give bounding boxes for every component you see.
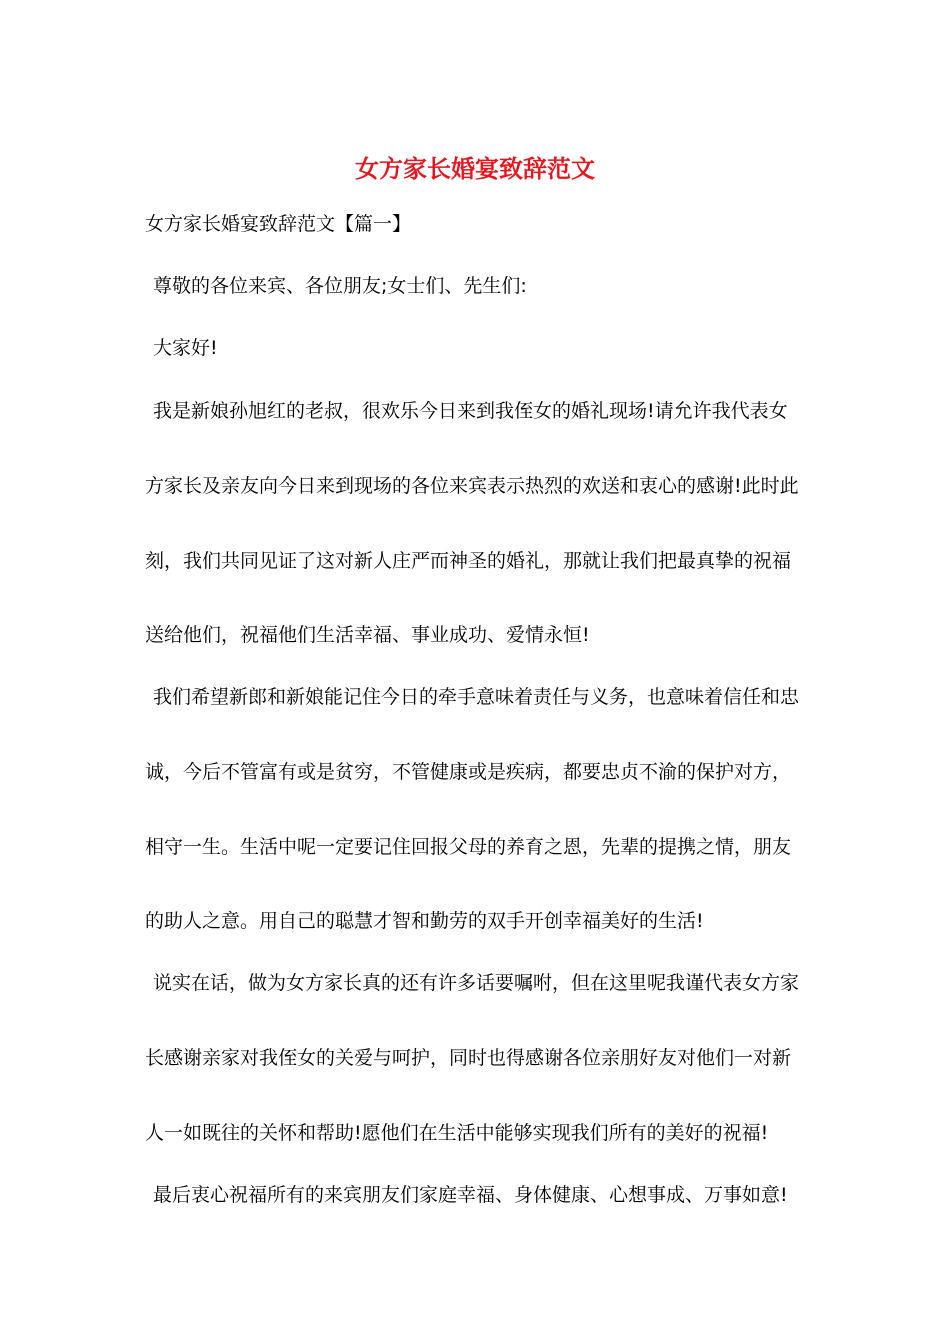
paragraph-line: 人一如既往的关怀和帮助!愿他们在生活中能够实现我们所有的美好的祝福! bbox=[145, 1122, 769, 1144]
paragraph-line: 送给他们，祝福他们生活幸福、事业成功、爱情永恒! bbox=[145, 624, 590, 646]
document-title: 女方家长婚宴致辞范文 bbox=[355, 154, 595, 183]
paragraph-line: 相守一生。生活中呢一定要记住回报父母的养育之恩，先辈的提携之情，朋友 bbox=[145, 836, 792, 858]
section-heading: 女方家长婚宴致辞范文【篇一】 bbox=[145, 213, 412, 235]
paragraph-line: 诚，今后不管富有或是贫穷，不管健康或是疾病，都要忠贞不渝的保护对方， bbox=[145, 761, 792, 783]
paragraph-line: 的助人之意。用自己的聪慧才智和勤劳的双手开创幸福美好的生活! bbox=[145, 910, 704, 932]
paragraph-line: 最后衷心祝福所有的来宾朋友们家庭幸福、身体健康、心想事成、万事如意! bbox=[153, 1184, 788, 1206]
paragraph-line: 长感谢亲家对我侄女的关爱与呵护，同时也得感谢各位亲朋好友对他们一对新 bbox=[145, 1047, 792, 1069]
paragraph-line: 我们希望新郎和新娘能记住今日的牵手意味着责任与义务，也意味着信任和忠 bbox=[153, 686, 800, 708]
paragraph-line: 说实在话，做为女方家长真的还有许多话要嘱咐，但在这里呢我谨代表女方家 bbox=[153, 972, 800, 994]
paragraph-line: 大家好! bbox=[153, 337, 218, 359]
paragraph-line: 尊敬的各位来宾、各位朋友;女士们、先生们: bbox=[153, 275, 527, 297]
paragraph-line: 我是新娘孙旭红的老叔，很欢乐今日来到我侄女的婚礼现场!请允许我代表女 bbox=[153, 400, 788, 422]
paragraph-line: 方家长及亲友向今日来到现场的各位来宾表示热烈的欢送和衷心的感谢!此时此 bbox=[145, 475, 799, 497]
paragraph-line: 刻，我们共同见证了这对新人庄严而神圣的婚礼，那就让我们把最真挚的祝福 bbox=[145, 550, 792, 572]
